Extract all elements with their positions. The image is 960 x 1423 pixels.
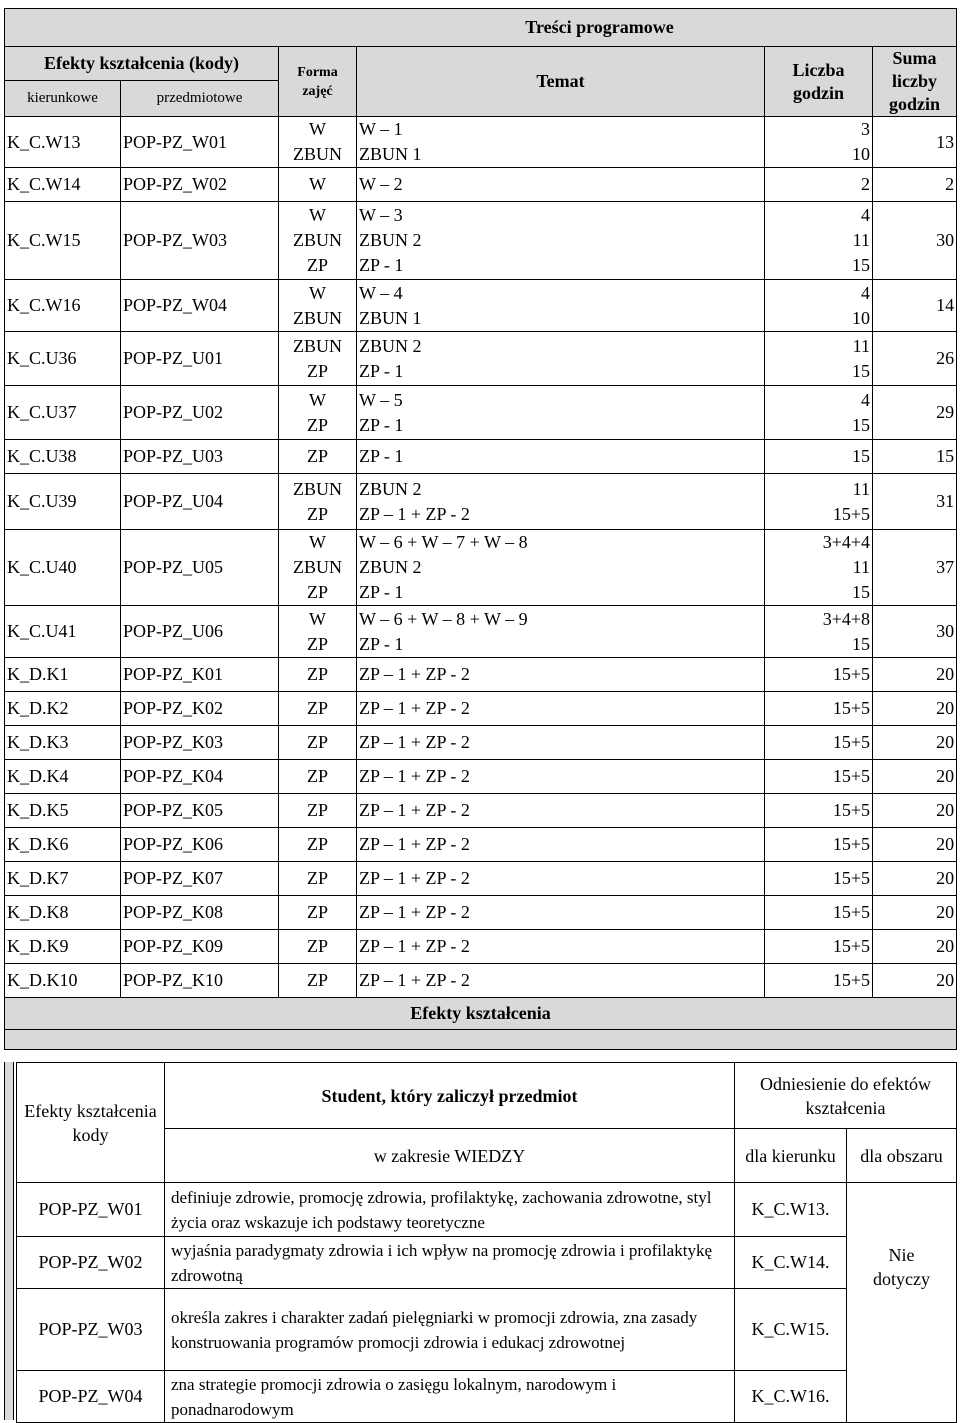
program-row xyxy=(5,386,957,440)
row-kierunkowe: K_C.U36 xyxy=(5,332,121,386)
row-suma-godzin: 20 xyxy=(873,794,957,828)
program-row xyxy=(5,202,957,280)
left-margin-band xyxy=(4,1062,14,1420)
program-row xyxy=(5,117,957,168)
header-zakres-wiedzy: w zakresie WIEDZY xyxy=(165,1129,735,1183)
program-row xyxy=(5,896,957,930)
row-liczba-godzin: 4 10 xyxy=(765,280,873,332)
program-row xyxy=(5,606,957,658)
header-przedmiotowe: przedmiotowe xyxy=(121,80,279,116)
row-suma-godzin: 20 xyxy=(873,828,957,862)
row-suma-godzin: 15 xyxy=(873,440,957,474)
row-kierunkowe: K_C.W16 xyxy=(5,280,121,332)
row-liczba-godzin: 3+4+8 15 xyxy=(765,606,873,658)
row-kierunkowe: K_D.K2 xyxy=(5,692,121,726)
section-spacer xyxy=(5,1030,957,1050)
row-przedmiotowe: POP-PZ_K07 xyxy=(121,862,279,896)
row-liczba-godzin: 4 15 xyxy=(765,386,873,440)
outcome-description: definiuje zdrowie, promocję zdrowia, profilaktykę, zachowania zdrowotne, styl życia oraz wskazuje ich podstawy teoretyczne xyxy=(165,1183,735,1237)
row-temat: W – 5 ZP - 1 xyxy=(357,386,765,440)
program-row xyxy=(5,930,957,964)
row-forma: ZP xyxy=(279,828,357,862)
row-liczba-godzin: 15+5 xyxy=(765,862,873,896)
row-temat: ZP - 1 xyxy=(357,440,765,474)
row-forma: W ZP xyxy=(279,386,357,440)
row-suma-godzin: 20 xyxy=(873,896,957,930)
row-temat: W – 4 ZBUN 1 xyxy=(357,280,765,332)
row-suma-godzin: 14 xyxy=(873,280,957,332)
outcome-description: wyjaśnia paradygmaty zdrowia i ich wpływ na promocję zdrowia i profilaktykę zdrowotną xyxy=(165,1237,735,1289)
row-przedmiotowe: POP-PZ_W03 xyxy=(121,202,279,280)
program-row xyxy=(5,168,957,202)
row-temat: W – 1 ZBUN 1 xyxy=(357,117,765,168)
row-liczba-godzin: 15 xyxy=(765,440,873,474)
row-przedmiotowe: POP-PZ_K04 xyxy=(121,760,279,794)
row-temat: ZP – 1 + ZP - 2 xyxy=(357,760,765,794)
row-kierunkowe: K_C.U37 xyxy=(5,386,121,440)
header-kierunkowe: kierunkowe xyxy=(5,80,121,116)
row-liczba-godzin: 15+5 xyxy=(765,828,873,862)
program-row xyxy=(5,692,957,726)
row-liczba-godzin: 15+5 xyxy=(765,760,873,794)
outcome-code: POP-PZ_W02 xyxy=(17,1237,165,1289)
row-liczba-godzin: 15+5 xyxy=(765,964,873,998)
program-row xyxy=(5,828,957,862)
outcome-code: POP-PZ_W03 xyxy=(17,1289,165,1371)
row-forma: ZP xyxy=(279,440,357,474)
row-temat: W – 6 + W – 8 + W – 9 ZP - 1 xyxy=(357,606,765,658)
program-row xyxy=(5,862,957,896)
header-efekty-kody: Efekty kształcenia kody xyxy=(17,1063,165,1183)
outcome-description: określa zakres i charakter zadań pielęgniarki w promocji zdrowia, zna zasady konstruowania programów promocji zdrowia i edukacj zdrowotnej xyxy=(165,1289,735,1371)
row-przedmiotowe: POP-PZ_K09 xyxy=(121,930,279,964)
row-forma: ZP xyxy=(279,760,357,794)
row-przedmiotowe: POP-PZ_W01 xyxy=(121,117,279,168)
row-temat: W – 2 xyxy=(357,168,765,202)
program-row xyxy=(5,964,957,998)
row-liczba-godzin: 3 10 xyxy=(765,117,873,168)
header-student: Student, który zaliczył przedmiot xyxy=(165,1063,735,1129)
header-liczba-godzin: Liczba godzin xyxy=(765,47,873,117)
row-forma: ZP xyxy=(279,862,357,896)
row-forma: ZP xyxy=(279,692,357,726)
row-suma-godzin: 20 xyxy=(873,692,957,726)
row-przedmiotowe: POP-PZ_W02 xyxy=(121,168,279,202)
program-row xyxy=(5,440,957,474)
row-suma-godzin: 30 xyxy=(873,606,957,658)
row-liczba-godzin: 15+5 xyxy=(765,658,873,692)
row-kierunkowe: K_D.K8 xyxy=(5,896,121,930)
row-przedmiotowe: POP-PZ_U04 xyxy=(121,474,279,530)
row-temat: ZP – 1 + ZP - 2 xyxy=(357,828,765,862)
row-liczba-godzin: 15+5 xyxy=(765,930,873,964)
row-forma: W ZP xyxy=(279,606,357,658)
row-forma: W ZBUN ZP xyxy=(279,530,357,606)
row-temat: ZP – 1 + ZP - 2 xyxy=(357,930,765,964)
outcome-ref-kierunek: K_C.W14. xyxy=(735,1237,847,1289)
row-forma: ZBUN ZP xyxy=(279,332,357,386)
row-temat: ZBUN 2 ZP – 1 + ZP - 2 xyxy=(357,474,765,530)
row-przedmiotowe: POP-PZ_K01 xyxy=(121,658,279,692)
row-przedmiotowe: POP-PZ_K08 xyxy=(121,896,279,930)
row-forma: ZP xyxy=(279,658,357,692)
learning-outcomes-table xyxy=(16,1062,957,1423)
row-liczba-godzin: 11 15 xyxy=(765,332,873,386)
program-row xyxy=(5,726,957,760)
row-przedmiotowe: POP-PZ_W04 xyxy=(121,280,279,332)
row-kierunkowe: K_D.K3 xyxy=(5,726,121,760)
row-suma-godzin: 20 xyxy=(873,964,957,998)
row-temat: ZBUN 2 ZP - 1 xyxy=(357,332,765,386)
program-row xyxy=(5,474,957,530)
header-dla-obszaru: dla obszaru xyxy=(847,1129,957,1183)
row-forma: W ZBUN xyxy=(279,117,357,168)
row-liczba-godzin: 15+5 xyxy=(765,692,873,726)
row-liczba-godzin: 3+4+4 11 15 xyxy=(765,530,873,606)
row-kierunkowe: K_D.K7 xyxy=(5,862,121,896)
row-suma-godzin: 31 xyxy=(873,474,957,530)
outcome-code: POP-PZ_W01 xyxy=(17,1183,165,1237)
program-row xyxy=(5,530,957,606)
row-przedmiotowe: POP-PZ_U05 xyxy=(121,530,279,606)
row-forma: ZP xyxy=(279,930,357,964)
row-suma-godzin: 29 xyxy=(873,386,957,440)
row-przedmiotowe: POP-PZ_K03 xyxy=(121,726,279,760)
row-temat: ZP – 1 + ZP - 2 xyxy=(357,726,765,760)
header-temat: Temat xyxy=(357,47,765,117)
row-kierunkowe: K_C.W13 xyxy=(5,117,121,168)
section-title-tresci: Treści programowe xyxy=(5,9,957,47)
row-forma: ZP xyxy=(279,726,357,760)
row-kierunkowe: K_C.U41 xyxy=(5,606,121,658)
header-forma-zajec: Forma zajęć xyxy=(279,47,357,117)
outcome-ref-obszar: Nie dotyczy xyxy=(847,1183,957,1423)
outcome-ref-kierunek: K_C.W15. xyxy=(735,1289,847,1371)
program-row xyxy=(5,760,957,794)
row-przedmiotowe: POP-PZ_U01 xyxy=(121,332,279,386)
header-suma-godzin: Suma liczby godzin xyxy=(873,47,957,117)
row-suma-godzin: 20 xyxy=(873,862,957,896)
row-przedmiotowe: POP-PZ_K05 xyxy=(121,794,279,828)
row-kierunkowe: K_D.K5 xyxy=(5,794,121,828)
row-suma-godzin: 20 xyxy=(873,726,957,760)
section-title-efekty: Efekty kształcenia xyxy=(5,998,957,1030)
header-efekty-kody: Efekty kształcenia (kody) xyxy=(5,47,279,81)
row-forma: ZP xyxy=(279,794,357,828)
row-forma: W ZBUN xyxy=(279,280,357,332)
row-kierunkowe: K_C.U39 xyxy=(5,474,121,530)
row-przedmiotowe: POP-PZ_U06 xyxy=(121,606,279,658)
row-forma: ZP xyxy=(279,896,357,930)
row-liczba-godzin: 4 11 15 xyxy=(765,202,873,280)
outcome-code: POP-PZ_W04 xyxy=(17,1371,165,1423)
row-temat: ZP – 1 + ZP - 2 xyxy=(357,692,765,726)
row-kierunkowe: K_C.U40 xyxy=(5,530,121,606)
row-liczba-godzin: 15+5 xyxy=(765,726,873,760)
row-suma-godzin: 26 xyxy=(873,332,957,386)
row-kierunkowe: K_C.W14 xyxy=(5,168,121,202)
row-przedmiotowe: POP-PZ_U03 xyxy=(121,440,279,474)
row-temat: ZP – 1 + ZP - 2 xyxy=(357,862,765,896)
row-suma-godzin: 20 xyxy=(873,658,957,692)
row-kierunkowe: K_D.K1 xyxy=(5,658,121,692)
row-forma: ZP xyxy=(279,964,357,998)
row-suma-godzin: 30 xyxy=(873,202,957,280)
row-liczba-godzin: 2 xyxy=(765,168,873,202)
row-temat: ZP – 1 + ZP - 2 xyxy=(357,964,765,998)
program-row xyxy=(5,332,957,386)
row-przedmiotowe: POP-PZ_K02 xyxy=(121,692,279,726)
row-suma-godzin: 37 xyxy=(873,530,957,606)
header-dla-kierunku: dla kierunku xyxy=(735,1129,847,1183)
row-kierunkowe: K_C.W15 xyxy=(5,202,121,280)
row-suma-godzin: 20 xyxy=(873,760,957,794)
row-suma-godzin: 20 xyxy=(873,930,957,964)
row-suma-godzin: 2 xyxy=(873,168,957,202)
row-kierunkowe: K_C.U38 xyxy=(5,440,121,474)
row-kierunkowe: K_D.K4 xyxy=(5,760,121,794)
row-temat: W – 3 ZBUN 2 ZP - 1 xyxy=(357,202,765,280)
row-suma-godzin: 13 xyxy=(873,117,957,168)
program-row xyxy=(5,280,957,332)
outcome-description: zna strategie promocji zdrowia o zasięgu lokalnym, narodowym i ponadnarodowym xyxy=(165,1371,735,1423)
program-row xyxy=(5,658,957,692)
row-liczba-godzin: 15+5 xyxy=(765,794,873,828)
outcome-ref-kierunek: K_C.W13. xyxy=(735,1183,847,1237)
row-liczba-godzin: 11 15+5 xyxy=(765,474,873,530)
header-odniesienie: Odniesienie do efektów kształcenia xyxy=(735,1063,957,1129)
row-liczba-godzin: 15+5 xyxy=(765,896,873,930)
row-przedmiotowe: POP-PZ_K06 xyxy=(121,828,279,862)
outcome-ref-kierunek: K_C.W16. xyxy=(735,1371,847,1423)
row-przedmiotowe: POP-PZ_U02 xyxy=(121,386,279,440)
row-kierunkowe: K_D.K9 xyxy=(5,930,121,964)
row-temat: ZP – 1 + ZP - 2 xyxy=(357,794,765,828)
program-content-table xyxy=(4,8,957,1050)
row-temat: ZP – 1 + ZP - 2 xyxy=(357,896,765,930)
row-temat: W – 6 + W – 7 + W – 8 ZBUN 2 ZP - 1 xyxy=(357,530,765,606)
program-row xyxy=(5,794,957,828)
row-forma: ZBUN ZP xyxy=(279,474,357,530)
row-forma: W ZBUN ZP xyxy=(279,202,357,280)
row-forma: W xyxy=(279,168,357,202)
row-przedmiotowe: POP-PZ_K10 xyxy=(121,964,279,998)
row-temat: ZP – 1 + ZP - 2 xyxy=(357,658,765,692)
row-kierunkowe: K_D.K6 xyxy=(5,828,121,862)
row-kierunkowe: K_D.K10 xyxy=(5,964,121,998)
